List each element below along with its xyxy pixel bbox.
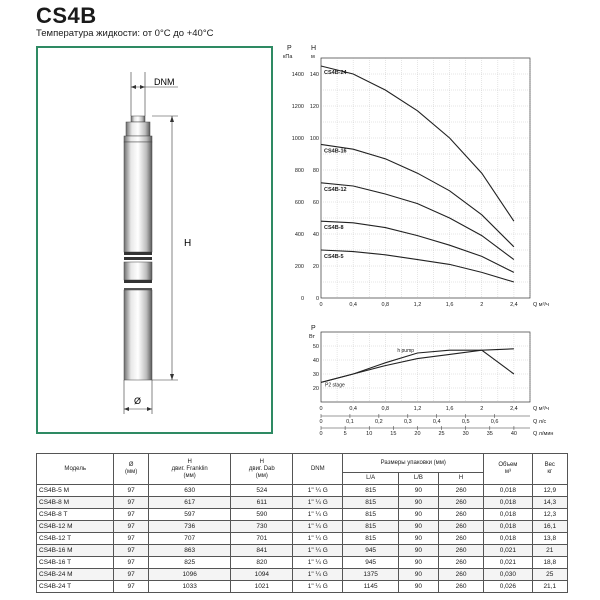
perf-x-tick: 0,8 — [381, 302, 390, 308]
page-subtitle: Температура жидкости: от 0°С до +40°С — [36, 28, 214, 39]
power-x-tick-m3h: 1,2 — [413, 406, 422, 412]
power-x-tick-lmin: 0 — [319, 431, 323, 437]
table-cell-model: CS4B-24 M — [37, 569, 114, 581]
perf-p-tick: 0 — [300, 296, 304, 302]
power-y-tick: 50 — [312, 344, 319, 350]
table-cell: 815 — [343, 497, 399, 509]
table-cell: 524 — [231, 485, 293, 497]
performance-chart — [292, 58, 549, 308]
table-cell: 0,021 — [484, 545, 532, 557]
th-h: H — [438, 473, 483, 485]
table-cell: 1" ¼ G — [293, 533, 343, 545]
table-cell: 97 — [114, 581, 149, 593]
table-cell-model: CS4B-24 T — [37, 581, 114, 593]
th-model: Модель — [37, 454, 114, 485]
table-cell: 97 — [114, 509, 149, 521]
table-cell: 1096 — [148, 569, 231, 581]
table-cell-model: CS4B-8 M — [37, 497, 114, 509]
perf-x-label: Q м³/ч — [533, 302, 549, 308]
table-cell: 90 — [398, 581, 438, 593]
table-cell: 1" ¼ G — [293, 581, 343, 593]
table-cell: 90 — [398, 485, 438, 497]
table-cell: 90 — [398, 533, 438, 545]
table-cell: 97 — [114, 545, 149, 557]
table-cell: 12,9 — [532, 485, 567, 497]
perf-h-tick: 140 — [309, 72, 319, 78]
perf-x-tick: 2 — [480, 302, 484, 308]
table-cell: 1" ¼ G — [293, 509, 343, 521]
power-x-tick-m3h: 0,4 — [349, 406, 357, 412]
charts-panel — [283, 40, 583, 450]
th-la: L/A — [343, 473, 399, 485]
table-cell: 97 — [114, 557, 149, 569]
power-x-tick-ls: 0 — [319, 419, 323, 425]
table-cell: 260 — [438, 581, 483, 593]
table-cell: 611 — [231, 497, 293, 509]
table-cell: 1" ¼ G — [293, 521, 343, 533]
pump-head — [126, 122, 150, 136]
table-cell: 97 — [114, 485, 149, 497]
table-cell: 0,018 — [484, 533, 532, 545]
perf-h-tick: 0 — [315, 296, 319, 302]
power-x-label-ls: Q л/с — [533, 419, 547, 425]
power-x-label-m3h: Q м³/ч — [533, 406, 549, 412]
perf-p-tick: 600 — [294, 200, 304, 206]
pump-drawing — [38, 48, 275, 436]
table-cell: 21 — [532, 545, 567, 557]
table-cell: 0,018 — [484, 497, 532, 509]
th-lb: L/B — [398, 473, 438, 485]
table-cell: 0,018 — [484, 485, 532, 497]
power-x-tick-lmin: 15 — [390, 431, 397, 437]
table-row — [37, 569, 568, 581]
power-x-tick-ls: 0,1 — [346, 419, 354, 425]
table-cell: 863 — [148, 545, 231, 557]
table-cell: 815 — [343, 521, 399, 533]
perf-x-tick: 1,6 — [445, 302, 454, 308]
th-h-franklin: H двиг. Franklin (мм) — [148, 454, 231, 485]
table-cell: 1145 — [343, 581, 399, 593]
table-row — [37, 545, 568, 557]
perf-p-tick: 400 — [294, 232, 304, 238]
table-cell: 0,026 — [484, 581, 532, 593]
perf-h-label: H — [311, 45, 317, 52]
perf-h-unit: м — [311, 54, 315, 60]
table-cell: 630 — [148, 485, 231, 497]
perf-curve-label: CS4B-12 — [324, 186, 347, 193]
table-cell: 21,1 — [532, 581, 567, 593]
power-x-tick-ls: 0,2 — [375, 419, 383, 425]
table-cell: 260 — [438, 569, 483, 581]
power-p-label: P — [311, 325, 316, 332]
page-title: CS4B — [36, 3, 97, 28]
perf-curve-label: CS4B-24 — [324, 70, 347, 76]
perf-p-tick: 1200 — [291, 104, 304, 110]
table-cell: 736 — [148, 521, 231, 533]
power-x-tick-ls: 0,4 — [432, 419, 441, 425]
table-cell: 1" ¼ G — [293, 485, 343, 497]
perf-h-tick: 80 — [312, 168, 319, 174]
th-diameter: Ø (мм) — [114, 454, 149, 485]
table-cell: 815 — [343, 533, 399, 545]
perf-x-tick: 2,4 — [510, 302, 518, 308]
perf-h-tick: 40 — [312, 232, 319, 238]
th-h-dab: H двиг. Dab (мм) — [231, 454, 293, 485]
power-chart — [313, 332, 554, 437]
perf-h-tick: 120 — [309, 104, 319, 110]
table-cell: 16,1 — [532, 521, 567, 533]
table-cell: 25 — [532, 569, 567, 581]
power-x-tick-ls: 0,3 — [403, 419, 412, 425]
table-cell: 90 — [398, 569, 438, 581]
perf-p-label: P — [287, 45, 292, 52]
power-x-tick-ls: 0,5 — [461, 419, 470, 425]
table-cell: 815 — [343, 485, 399, 497]
table-row — [37, 485, 568, 497]
perf-curve-label: CS4B-16 — [324, 148, 347, 155]
table-cell: 815 — [343, 509, 399, 521]
table-row — [37, 581, 568, 593]
power-x-tick-ls: 0,6 — [490, 419, 499, 425]
table-cell: 260 — [438, 497, 483, 509]
power-x-tick-m3h: 1,6 — [445, 406, 454, 412]
table-cell: 1375 — [343, 569, 399, 581]
table-cell: 90 — [398, 497, 438, 509]
table-cell: 90 — [398, 545, 438, 557]
table-cell: 945 — [343, 545, 399, 557]
table-cell: 841 — [231, 545, 293, 557]
power-x-label-lmin: Q л/мин — [533, 431, 554, 437]
table-cell: 590 — [231, 509, 293, 521]
table-cell: 90 — [398, 509, 438, 521]
table-cell: 0,018 — [484, 509, 532, 521]
power-x-tick-lmin: 30 — [462, 431, 469, 437]
table-cell: 1" ¼ G — [293, 497, 343, 509]
table-cell-model: CS4B-16 T — [37, 557, 114, 569]
power-label-stage: P2 stage — [325, 382, 345, 389]
table-cell: 945 — [343, 557, 399, 569]
table-cell: 1021 — [231, 581, 293, 593]
perf-p-unit: кПа — [283, 54, 293, 60]
table-cell: 14,3 — [532, 497, 567, 509]
power-x-tick-m3h: 2 — [480, 406, 484, 412]
table-cell-model: CS4B-12 T — [37, 533, 114, 545]
table-cell: 12,3 — [532, 509, 567, 521]
table-cell: 260 — [438, 557, 483, 569]
table-row — [37, 497, 568, 509]
table-cell: 1094 — [231, 569, 293, 581]
table-cell: 260 — [438, 545, 483, 557]
table-cell: 1" ¼ G — [293, 545, 343, 557]
dnm-label: DNM — [154, 77, 175, 87]
perf-p-tick: 1000 — [291, 136, 304, 142]
pump-motor — [124, 290, 152, 380]
perf-curve-label: CS4B-8 — [324, 225, 344, 232]
perf-x-tick: 1,2 — [413, 302, 422, 308]
table-row — [37, 509, 568, 521]
perf-h-tick: 60 — [312, 200, 319, 206]
power-x-tick-lmin: 25 — [438, 431, 445, 437]
table-cell: 18,8 — [532, 557, 567, 569]
power-y-tick: 30 — [312, 372, 319, 378]
power-x-tick-m3h: 0,8 — [381, 406, 390, 412]
table-row — [37, 557, 568, 569]
th-weight: Вес кг — [532, 454, 567, 485]
table-cell: 260 — [438, 521, 483, 533]
table-row — [37, 521, 568, 533]
perf-x-tick: 0,4 — [349, 302, 357, 308]
table-cell: 90 — [398, 557, 438, 569]
th-volume: Объем м³ — [484, 454, 532, 485]
pump-drawing-panel — [36, 46, 273, 434]
table-cell: 730 — [231, 521, 293, 533]
diameter-label: Ø — [134, 396, 142, 406]
table-cell: 97 — [114, 497, 149, 509]
table-cell: 97 — [114, 569, 149, 581]
power-x-tick-lmin: 5 — [343, 431, 347, 437]
perf-h-tick: 20 — [312, 264, 319, 270]
power-label-pump: h pump — [397, 348, 415, 355]
power-x-tick-lmin: 10 — [366, 431, 373, 437]
power-y-tick: 20 — [312, 386, 319, 392]
table-cell: 260 — [438, 533, 483, 545]
table-cell: 90 — [398, 521, 438, 533]
power-x-tick-lmin: 40 — [510, 431, 517, 437]
table-cell: 13,8 — [532, 533, 567, 545]
table-row — [37, 533, 568, 545]
table-cell: 0,021 — [484, 557, 532, 569]
perf-curve-label: CS4B-5 — [324, 254, 344, 260]
perf-x-tick: 0 — [319, 302, 323, 308]
power-x-tick-lmin: 20 — [414, 431, 421, 437]
spec-table — [36, 453, 568, 593]
table-cell: 0,018 — [484, 521, 532, 533]
power-p-unit: Вт — [309, 334, 316, 340]
perf-p-tick: 1400 — [291, 72, 304, 78]
table-cell-model: CS4B-12 M — [37, 521, 114, 533]
perf-p-tick: 800 — [294, 168, 304, 174]
th-packing: Размеры упаковки (мм) — [343, 454, 484, 473]
power-frame — [321, 332, 530, 402]
h-dimension-label: H — [184, 238, 192, 249]
table-cell-model: CS4B-8 T — [37, 509, 114, 521]
table-cell-model: CS4B-16 M — [37, 545, 114, 557]
table-cell: 825 — [148, 557, 231, 569]
table-cell: 617 — [148, 497, 231, 509]
power-x-tick-m3h: 2,4 — [510, 406, 518, 412]
table-cell: 1" ¼ G — [293, 569, 343, 581]
perf-p-tick: 200 — [294, 264, 304, 270]
power-y-tick: 40 — [312, 358, 319, 364]
table-cell: 1" ¼ G — [293, 557, 343, 569]
table-cell: 0,030 — [484, 569, 532, 581]
table-cell: 701 — [231, 533, 293, 545]
table-cell: 820 — [231, 557, 293, 569]
table-cell: 597 — [148, 509, 231, 521]
power-x-tick-lmin: 35 — [486, 431, 493, 437]
table-cell: 260 — [438, 485, 483, 497]
table-cell: 707 — [148, 533, 231, 545]
table-cell: 97 — [114, 533, 149, 545]
power-x-tick-m3h: 0 — [319, 406, 323, 412]
table-cell: 260 — [438, 509, 483, 521]
table-cell: 97 — [114, 521, 149, 533]
perf-h-tick: 100 — [309, 136, 319, 142]
table-cell: 1033 — [148, 581, 231, 593]
th-dnm: DNM — [293, 454, 343, 485]
table-cell-model: CS4B-5 M — [37, 485, 114, 497]
pump-body — [124, 142, 152, 252]
